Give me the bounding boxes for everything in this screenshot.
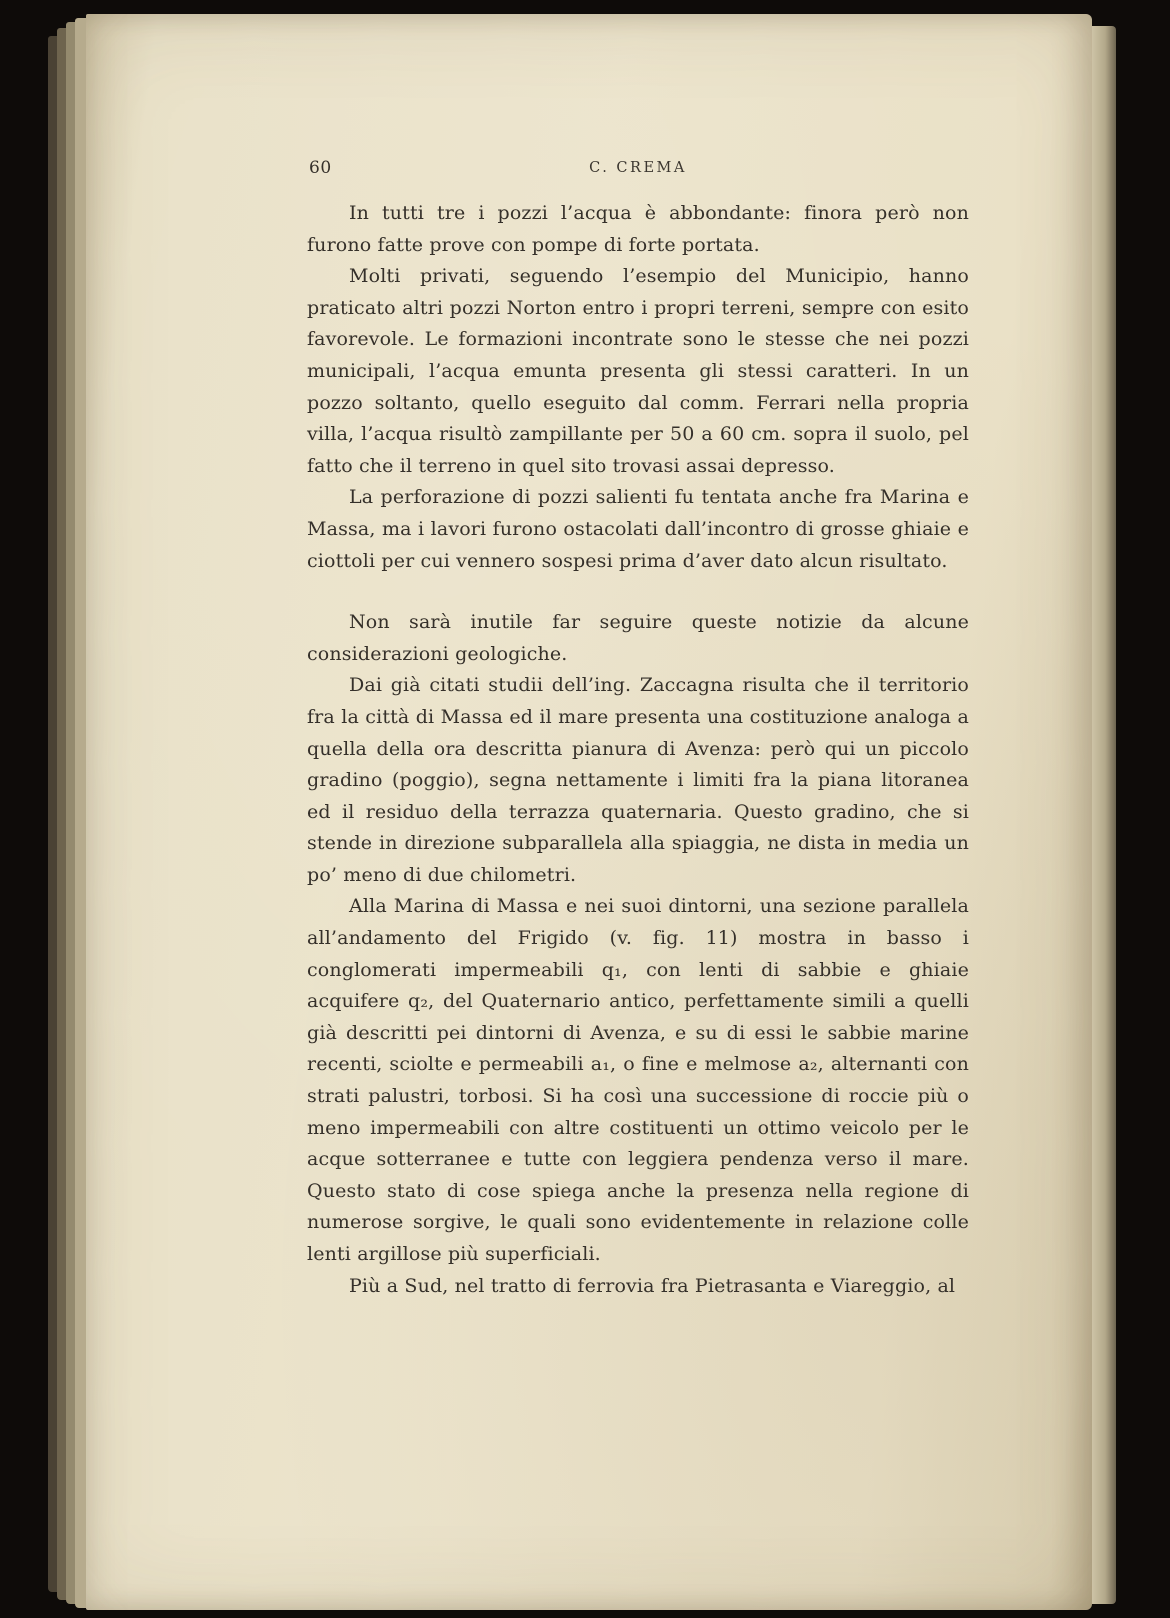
page-number: 60 [309,158,332,178]
paragraph: Non sarà inutile far seguire queste notizie da alcune considerazioni geologiche. [307,611,969,665]
page-text-block [307,156,969,1302]
book-right-page-edge [1092,26,1116,1604]
paragraph: Alla Marina di Massa e nei suoi dintorni, una sezione parallela all’andamento del Frigido (v. fig. 11) mostra in basso i conglomerati impermeabili q₁, con lenti di sabbie e ghiaie acquifere q₂, del Quaternario antico, perfettamente simili a quelli già descritti pei dintorni di Avenza, e su di essi le sabbie marine recenti, sciolte e permeabili a₁, o fine e melmose a₂, alternanti con strati palustri, torbosi. Si ha così una successione di roccie più o meno impermeabili con altre costituenti un ottimo veicolo per le acque sotterranee e tutte con leggiera pendenza verso il mare. Questo stato di cose spiega anche la presenza nella regione di numerose sorgive, le quali sono evidentemente in relazione colle lenti argillose più superficiali. [307,895,969,1265]
paragraph: La perforazione di pozzi salienti fu tentata anche fra Marina e Massa, ma i lavori furono ostacolati dall’incontro di grosse ghiaie e ciottoli per cui vennero sospesi prima d’aver dato alcun risultato. [307,486,969,572]
page-header [307,156,969,198]
paragraph: In tutti tre i pozzi l’acqua è abbondante: finora però non furono fatte prove con pompe di forte portata. [307,202,969,256]
paragraphs [307,198,969,1302]
paragraph: Dai già citati studii dell’ing. Zaccagna risulta che il territorio fra la città di Massa ed il mare presenta una costituzione analoga a quella della ora descritta pianura di Avenza: però qui un piccolo gradino (poggio), segna nettamente i limiti fra la piana litoranea ed il residuo della terrazza quaternaria. Questo gradino, che si stende in direzione subparallela alla spiaggia, ne dista in media un po’ meno di due chilometri. [307,674,969,886]
paragraph: Più a Sud, nel tratto di ferrovia fra Pietrasanta e Viareggio, al [349,1274,956,1297]
running-header: C. CREMA [589,160,687,176]
book-page [86,14,1092,1610]
paragraph: Molti privati, seguendo l’esempio del Municipio, hanno praticato altri pozzi Norton entro i propri terreni, sempre con esito favorevole. Le formazioni incontrate sono le stesse che nei pozzi municipali, l’acqua emunta presenta gli stessi caratteri. In un pozzo soltanto, quello eseguito dal comm. Ferrari nella propria villa, l’acqua risultò zampillante per 50 a 60 cm. sopra il suolo, pel fatto che il terreno in quel sito trovasi assai depresso. [307,265,969,477]
